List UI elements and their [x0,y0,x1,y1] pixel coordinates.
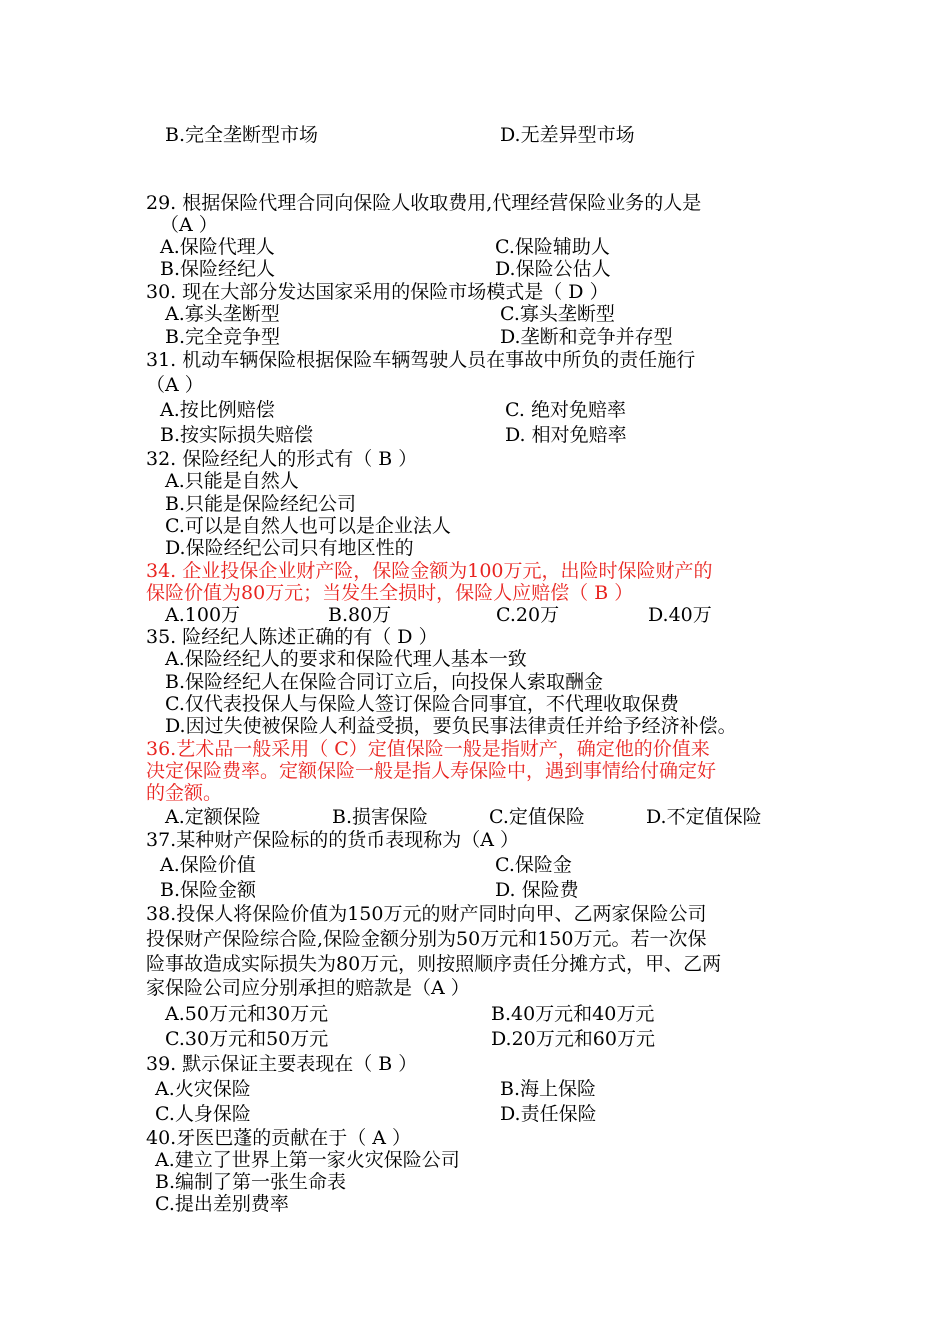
question-36-line-3: 的金额。 [146,782,223,804]
question-35-option-a: A.保险经纪人的要求和保险代理人基本一致 [165,648,527,670]
question-38-line-3: 险事故造成实际损失为80万元，则按照顺序责任分摊方式，甲、乙两 [146,953,722,975]
question-37-option-d: D. 保险费 [495,879,579,901]
question-37-option-a: A.保险价值 [160,854,256,876]
question-30-option-b: B.完全竞争型 [165,326,281,348]
question-30-option-c: C.寡头垄断型 [500,303,615,325]
question-39: 39. 默示保证主要表现在（ B ） [146,1053,418,1075]
question-40-option-a: A.建立了世界上第一家火灾保险公司 [155,1149,460,1171]
question-38-line-2: 投保财产保险综合险,保险金额分别为50万元和150万元。若一次保 [146,928,707,950]
question-38-line-1: 38.投保人将保险价值为150万元的财产同时向甲、乙两家保险公司 [146,903,707,925]
question-38-option-c: C.30万元和50万元 [165,1028,329,1050]
question-37-option-b: B.保险金额 [160,879,257,901]
question-32-option-d: D.保险经纪公司只有地区性的 [165,537,414,559]
question-32: 32. 保险经纪人的形式有（ B ） [146,448,418,470]
question-31-option-b: B.按实际损失赔偿 [160,424,314,446]
question-37-option-c: C.保险金 [495,854,572,876]
question-31-option-d: D. 相对免赔率 [505,424,627,446]
question-39-option-b: B.海上保险 [500,1078,597,1100]
question-29-option-d: D.保险公估人 [495,258,611,280]
question-35: 35. 险经纪人陈述正确的有（ D ） [146,626,438,648]
question-29-answer: （A ） [160,214,218,236]
option-b: B.完全垄断型市场 [165,124,319,146]
question-40-option-c: C.提出差别费率 [155,1193,289,1215]
question-39-option-a: A.火灾保险 [155,1078,251,1100]
question-38-line-4: 家保险公司应分别承担的赔款是（A ） [146,977,470,999]
question-31-option-c: C. 绝对免赔率 [505,399,626,421]
question-36-option-c: C.定值保险 [489,806,585,828]
question-34-line-2: 保险价值为80万元；当发生全损时，保险人应赔偿（ B ） [146,582,634,604]
question-30: 30. 现在大部分发达国家采用的保险市场模式是（ D ） [146,281,609,303]
question-36-option-a: A.定额保险 [165,806,261,828]
question-30-option-d: D.垄断和竞争并存型 [500,326,673,348]
question-32-option-c: C.可以是自然人也可以是企业法人 [165,515,451,537]
question-40: 40.牙医巴蓬的贡献在于（ A ） [146,1127,412,1149]
question-36-option-b: B.损害保险 [332,806,429,828]
question-35-option-c: C.仅代表投保人与保险人签订保险合同事宜，不代理收取保费 [165,693,679,715]
question-29-option-a: A.保险代理人 [160,236,275,258]
question-38-option-a: A.50万元和30万元 [165,1003,329,1025]
question-35-option-b: B.保险经纪人在保险合同订立后，向投保人索取酬金 [165,671,604,693]
question-34-option-c: C.20万 [496,604,560,626]
question-38-option-d: D.20万元和60万元 [491,1028,655,1050]
question-32-option-a: A.只能是自然人 [165,470,299,492]
question-38-option-b: B.40万元和40万元 [491,1003,655,1025]
question-34-option-b: B.80万 [328,604,392,626]
question-36-option-d: D.不定值保险 [646,806,762,828]
question-34-option-d: D.40万 [648,604,712,626]
question-34-option-a: A.100万 [165,604,241,626]
question-29: 29. 根据保险代理合同向保险人收取费用,代理经营保险业务的人是 [146,192,702,214]
question-29-option-b: B.保险经纪人 [160,258,276,280]
question-31: 31. 机动车辆保险根据保险车辆驾驶人员在事故中所负的责任施行 [146,349,696,371]
question-34-line-1: 34. 企业投保企业财产险，保险金额为100万元，出险时保险财产的 [146,560,713,582]
question-32-option-b: B.只能是保险经纪公司 [165,493,357,515]
question-30-option-a: A.寡头垄断型 [165,303,280,325]
question-39-option-d: D.责任保险 [500,1103,597,1125]
question-35-option-d: D.因过失使被保险人利益受损，要负民事法律责任并给予经济补偿。 [165,715,737,737]
question-36-line-2: 决定保险费率。定额保险一般是指人寿保险中，遇到事情给付确定好 [146,760,717,782]
question-29-option-c: C.保险辅助人 [495,236,610,258]
question-40-option-b: B.编制了第一张生命表 [155,1171,347,1193]
question-31-answer: （A ） [146,374,204,396]
question-39-option-c: C.人身保险 [155,1103,251,1125]
question-36-line-1: 36.艺术品一般采用（ C）定值保险一般是指财产，确定他的价值来 [146,738,710,760]
question-31-option-a: A.按比例赔偿 [160,399,275,421]
option-d: D.无差异型市场 [500,124,635,146]
question-37: 37.某种财产保险标的的货币表现称为（A ） [146,829,519,851]
